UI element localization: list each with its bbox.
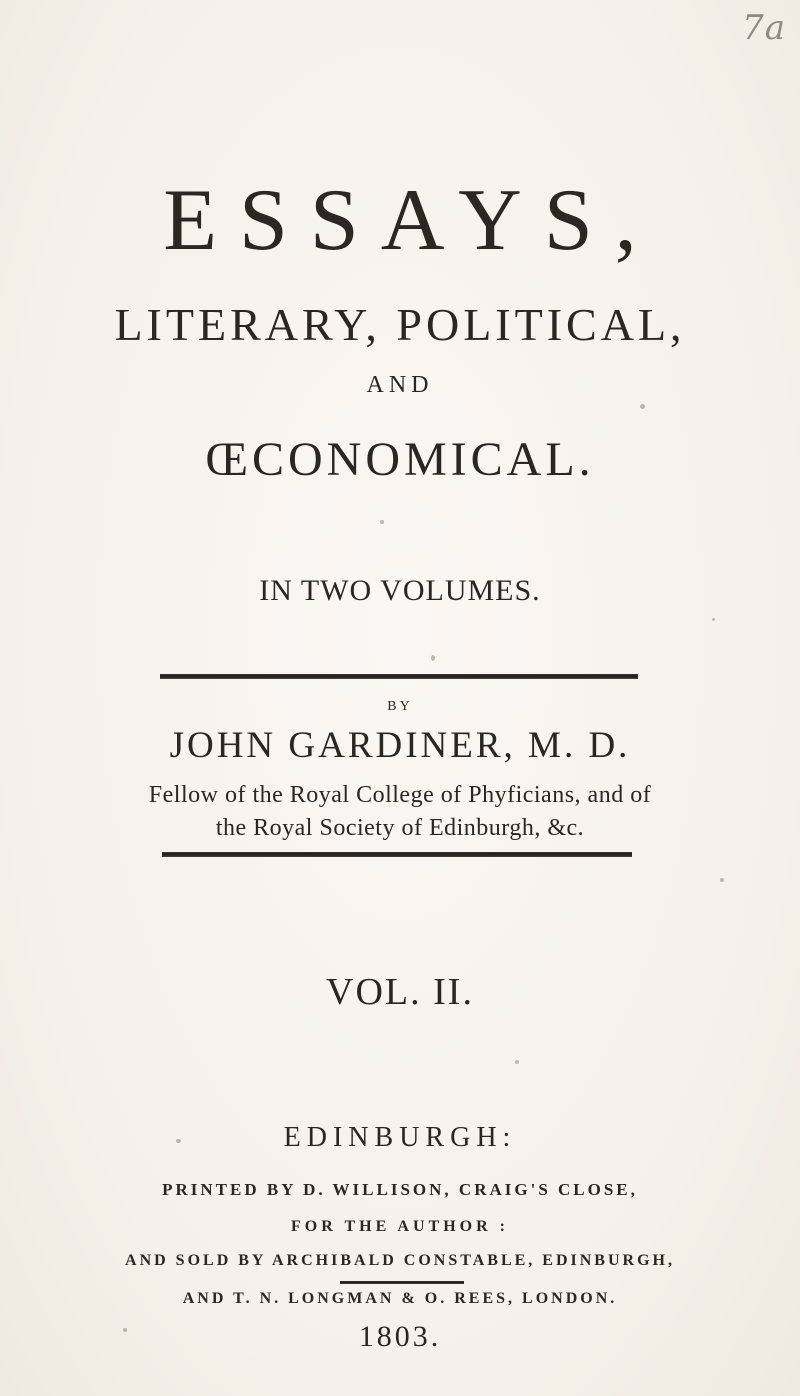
imprint-for-author: FOR THE AUTHOR : (291, 1218, 509, 1235)
book-subtitle-continued: ŒCONOMICAL. (205, 433, 595, 486)
decorative-rule-top (160, 674, 638, 679)
author-name: JOHN GARDINER, M. D. (169, 725, 631, 766)
paper-speck (640, 404, 645, 409)
imprint-year: 1803. (358, 1320, 442, 1353)
paper-speck (123, 1328, 127, 1332)
imprint-sold-by: AND SOLD BY ARCHIBALD CONSTABLE, EDINBURGH, (125, 1252, 675, 1269)
author-affiliation-line1: Fellow of the Royal College of Phyficians, and of (148, 782, 652, 808)
paper-speck (431, 655, 435, 661)
decorative-rule-middle (162, 852, 632, 857)
paper-speck (712, 618, 715, 621)
by-label: BY (387, 699, 413, 714)
paper-speck (380, 520, 384, 524)
decorative-rule-bottom (340, 1281, 464, 1284)
author-affiliation-line2: the Royal Society of Edinburgh, &c. (215, 815, 585, 841)
imprint-city: EDINBURGH: (283, 1122, 517, 1153)
paper-speck (515, 1060, 519, 1064)
subtitle-conjunction: AND (366, 372, 434, 398)
paper-speck (176, 1139, 181, 1143)
volume-number: VOL. II. (326, 971, 474, 1013)
imprint-printer: PRINTED BY D. WILLISON, CRAIG'S CLOSE, (162, 1180, 638, 1199)
book-title: ESSAYS, (163, 172, 659, 269)
volume-count: IN TWO VOLUMES. (259, 574, 541, 607)
imprint-london: AND T. N. LONGMAN & O. REES, LONDON. (182, 1290, 618, 1307)
book-subtitle: LITERARY, POLITICAL, (114, 299, 686, 350)
paper-speck (720, 878, 724, 882)
handwritten-shelfmark: 7a (742, 8, 786, 48)
